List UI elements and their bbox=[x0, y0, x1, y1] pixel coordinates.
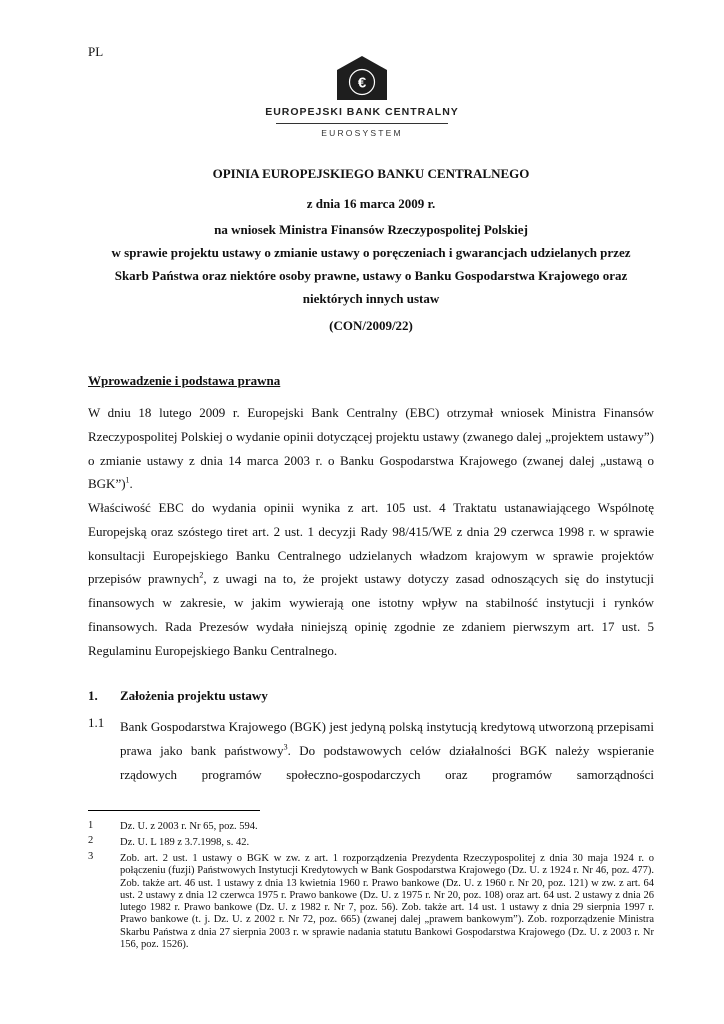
footnote-text: Zob. art. 2 ust. 1 ustawy o BGK w zw. z art. 1 rozporządzenia Prezydenta Rzeczypospolitej z dnia 30 maja 1924 r. o połączeniu (fuzji) Państwowych Instytucji Kredytowych w Bank Gospodarstwa Krajowego (Dz. U. z 1924 r. Nr 46, poz. 477). Zob. także art. 46 ust. 1 ustawy z dnia 13 kwietnia 1960 r. Prawo bankowe (Dz. U. z 1960 r. Nr 20, poz. 121) w zw. z art. 64 ust. 2 ustawy z dnia 12 czerwca 1975 r. Prawo bankowe (Dz. U. z 1975 r. Nr 20, poz. 108) oraz art. 64 ust. 2 ustawy z dnia 26 lutego 1982 r. Prawo bankowe (Dz. U. z 1982 r. Nr 7, poz. 56). Zob. także art. 14 ust. 1 ustawy z dnia 29 sierpnia 1997 r. Prawo bankowe (t. j. Dz. U. z 2002 r. Nr 72, poz. 665) (zwanej dalej „prawem bankowym”). Zob. rozporządzenie Ministra Skarbu Państwa z dnia 27 sierpnia 2003 r. w sprawie nadania statutu Bankowi Gospodarstwa Krajowego (Dz. U. z 2003 r. Nr 156, poz. 1526). bbox=[120, 853, 654, 951]
footnote-ref: 3 bbox=[283, 742, 288, 752]
intro-heading: Wprowadzenie i podstawa prawna bbox=[88, 373, 281, 388]
intro-paragraph-2: Właściwość EBC do wydania opinii wynika z art. 105 ust. 4 Traktatu ustanawiającego Wspólnotę Europejską oraz szóstego tiret art. 2 ust. 1 decyzji Rady 98/415/WE z dnia 29 czerwca 1998 r. w sprawie konsultacji Europejskiego Banku Centralnego udzielanych władzom krajowym w sprawie projektów przepisów prawnych$^2$, z uwagi na to, że projekt ustawy dotyczy zasad odnoszących się do instytucji finansowych w zakresie, w jakim wywierają one istotny wpływ na stabilność instytucji i rynków finansowych. Rada Prezesów wydała niniejszą opinię zgodnie ze zdaniem pierwszym art. 17 ust. 5 Regulaminu Europejskiego Banku Centralnego. bbox=[88, 500, 654, 658]
subject-line: niektórych innych ustaw bbox=[302, 291, 440, 306]
subject-line: Skarb Państwa oraz niektóre osoby prawne, ustawy o Banku Gospodarstwa Krajowego oraz bbox=[114, 268, 628, 283]
footnote-divider bbox=[88, 810, 260, 811]
footnote-number: 1 bbox=[88, 820, 94, 831]
opinion-reference: (CON/2009/22) bbox=[329, 318, 413, 333]
footnote-number: 3 bbox=[88, 851, 94, 862]
organisation-name: EUROPEJSKI BANK CENTRALNY bbox=[265, 106, 459, 118]
subject-line: w sprawie projektu ustawy o zmianie ustawy o poręczeniach i gwarancjach udzielanych przez bbox=[111, 245, 631, 260]
footnote-ref: 1 bbox=[125, 476, 130, 486]
euro-symbol: € bbox=[357, 74, 367, 92]
section-number: 1. bbox=[88, 688, 98, 703]
item-paragraph: Bank Gospodarstwa Krajowego (BGK) jest jedyną polską instytucją kredytową utworzoną przepisami prawa jako bank państwowy$^3$. Do podstawowych celów działalności BGK należy wspieranie rządowych programów społeczno-gospodarczych oraz programów samorządności bbox=[120, 719, 654, 782]
language-code: PL bbox=[88, 44, 104, 59]
item-number: 1.1 bbox=[88, 715, 105, 730]
footnote-text: Dz. U. L 189 z 3.7.1998, s. 42. bbox=[120, 837, 250, 848]
footnote-text: Dz. U. z 2003 r. Nr 65, poz. 594. bbox=[120, 821, 258, 832]
subject-line: na wniosek Ministra Finansów Rzeczypospolitej Polskiej bbox=[214, 222, 528, 237]
opinion-date: z dnia 16 marca 2009 r. bbox=[306, 196, 436, 211]
footnote-ref: 2 bbox=[199, 571, 204, 581]
section-title: Założenia projektu ustawy bbox=[120, 688, 268, 703]
footnote-number: 2 bbox=[88, 835, 94, 846]
opinion-title: OPINIA EUROPEJSKIEGO BANKU CENTRALNEGO bbox=[212, 166, 530, 181]
opinion-subject bbox=[88, 218, 654, 310]
logo-divider bbox=[276, 123, 448, 124]
ecb-logo bbox=[0, 56, 724, 138]
intro-paragraph-1: W dniu 18 lutego 2009 r. Europejski Bank Centralny (EBC) otrzymał wniosek Ministra Finansów Rzeczypospolitej Polskiej o wydanie opinii dotyczącej projektu ustawy (zwanego dalej „projektem ustawy”) o zmianie ustawy z dnia 14 marca 2003 r. o Banku Gospodarstwa Krajowego (zwanej dalej „ustawą o BGK”)$^1$. bbox=[88, 405, 654, 492]
euro-building-icon bbox=[333, 56, 391, 100]
eurosystem-label: EUROSYSTEM bbox=[321, 128, 403, 138]
